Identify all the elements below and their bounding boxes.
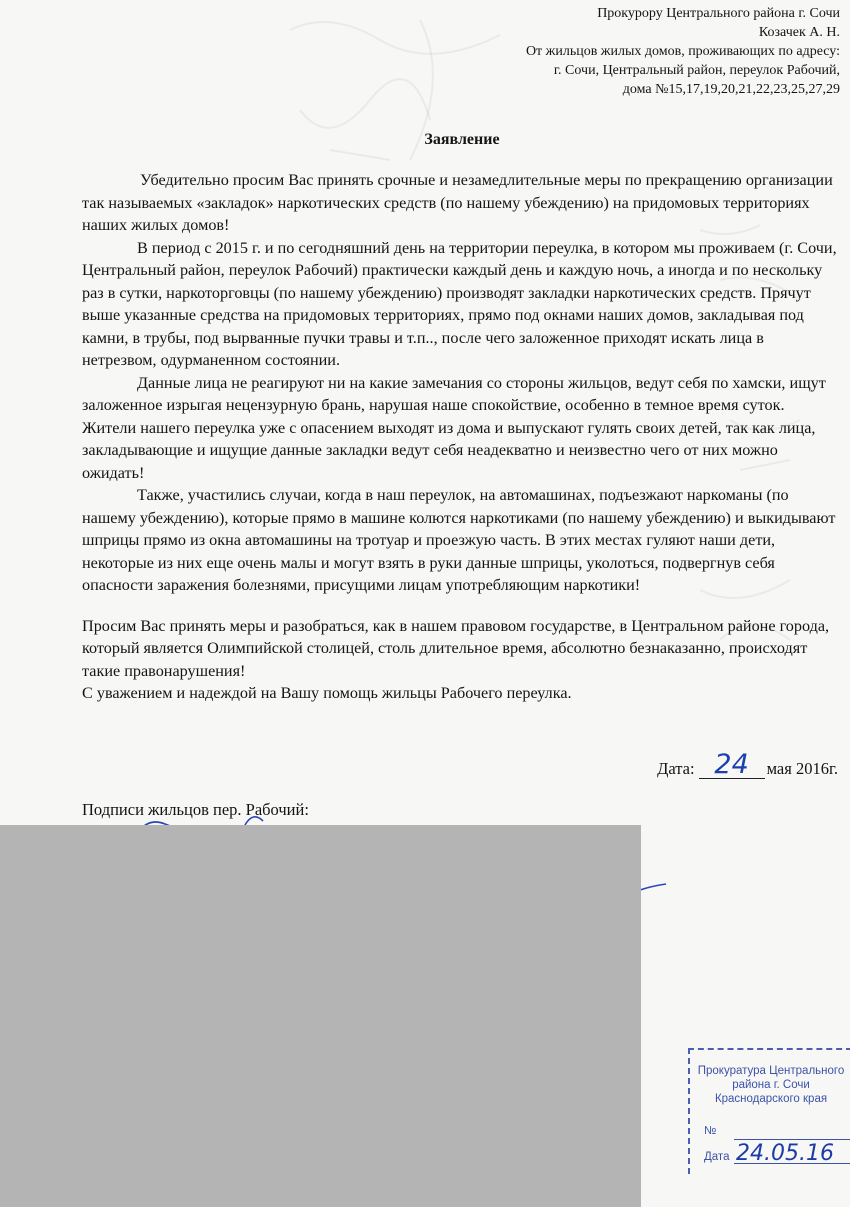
- paragraph-gap: [82, 597, 839, 615]
- stamp-number-line: [734, 1139, 850, 1140]
- closing-request: Просим Вас принять меры и разобраться, как в нашем правовом государстве, в Центральном районе города, который является Олимпийской столицей, столь длительное время, абсолютно безнаказанно, происходят такие правонарушения!: [82, 616, 830, 680]
- date-label: Дата:: [657, 759, 695, 778]
- stamp-line-region: Краснодарского края: [714, 1093, 828, 1105]
- paragraph-period: В период с 2015 г. и по сегодняшний день на территории переулка, в котором мы проживаем (г. Сочи, Центральный район, переулок Рабочий) практически каждый день и каждую ночь, а иногда и по нескольку раз в сутки, наркоторговцы (по нашему убеждению) производят закладки наркотических средств. Прячут выше указанные средства на придомовых территориях, прямо под окнами наших домов, закладывая под камни, в трубы, под вырванные пучки травы и т.п.., после чего заложенное приходят искать лица в нетрезвом, одурманенном состоянии.: [82, 238, 837, 369]
- stamp-date-handwritten: 24.05.16: [736, 1141, 834, 1166]
- date-line: [657, 749, 838, 780]
- stamp-number-row: [704, 1124, 850, 1142]
- document-title: Заявление: [424, 131, 500, 148]
- prosecutor-office-stamp: [688, 1048, 850, 1174]
- closing-regards: С уважением и надеждой на Вашу помощь жильцы Рабочего переулка.: [82, 684, 572, 702]
- addressee-line: Прокурору Центрального района г. Сочи: [597, 6, 840, 21]
- stamp-date-row: [704, 1141, 850, 1166]
- paragraph-drug-users: Также, участились случаи, когда в наш переулок, на автомашинах, подъезжают наркоманы (по нашему убеждению), которые прямо в машине колются наркотиками (по нашему убеждению) и выкидывают шприцы прямо из окна автомашины на тротуар и проезжую часть. В этих местах гуляют наши дети, некоторые из них еще очень малы и могут взять в руки данные шприцы, уколоться, подвергнув себя опасности заражения болезнями, присущими лицам употребляющим наркотики!: [82, 486, 836, 594]
- sender-houses: дома №15,17,19,20,21,22,23,25,27,29: [622, 82, 840, 97]
- date-day-handwritten: 24: [699, 752, 765, 779]
- redacted-signatures-block: [0, 825, 641, 1207]
- signature-stroke-3: [640, 884, 666, 890]
- stamp-text: [690, 1064, 850, 1106]
- paragraph-behavior: Данные лица не реагируют ни на какие замечания со стороны жильцов, ведут себя по хамски, ищут заложенное изрыгая нецензурную брань, нарушая наше спокойствие, особенно в темное время суток. Жители нашего переулка уже с опасением выходят из дома и выпускают гулять своих детей, так как лица, закладывающие и ищущие данные закладки ведут себя неадекватно и неизвестно чего от них можно ожидать!: [82, 373, 826, 482]
- sender-line: От жильцов жилых домов, проживающих по адресу:: [525, 44, 840, 59]
- stamp-number-label: №: [704, 1125, 717, 1137]
- signatures-label: Подписи жильцов пер. Рабочий:: [82, 800, 309, 819]
- sender-address: г. Сочи, Центральный район, переулок Рабочий,: [553, 63, 840, 78]
- stamp-line-office: Прокуратура Центрального: [697, 1065, 845, 1077]
- stamp-date-label: Дата: [704, 1151, 730, 1163]
- addressee-name: Козачек А. Н.: [758, 25, 840, 40]
- addressee-block: [526, 4, 840, 99]
- date-month-year: мая 2016г.: [766, 759, 838, 778]
- paragraph-request: Убедительно просим Вас принять срочные и незамедлительные меры по прекращению организации так называемых «закладок» наркотических средств (по нашему убеждению) на придомовых территориях наших жилых домов!: [82, 171, 833, 234]
- stamp-line-district: района г. Сочи: [732, 1079, 810, 1091]
- document-body: [82, 169, 839, 705]
